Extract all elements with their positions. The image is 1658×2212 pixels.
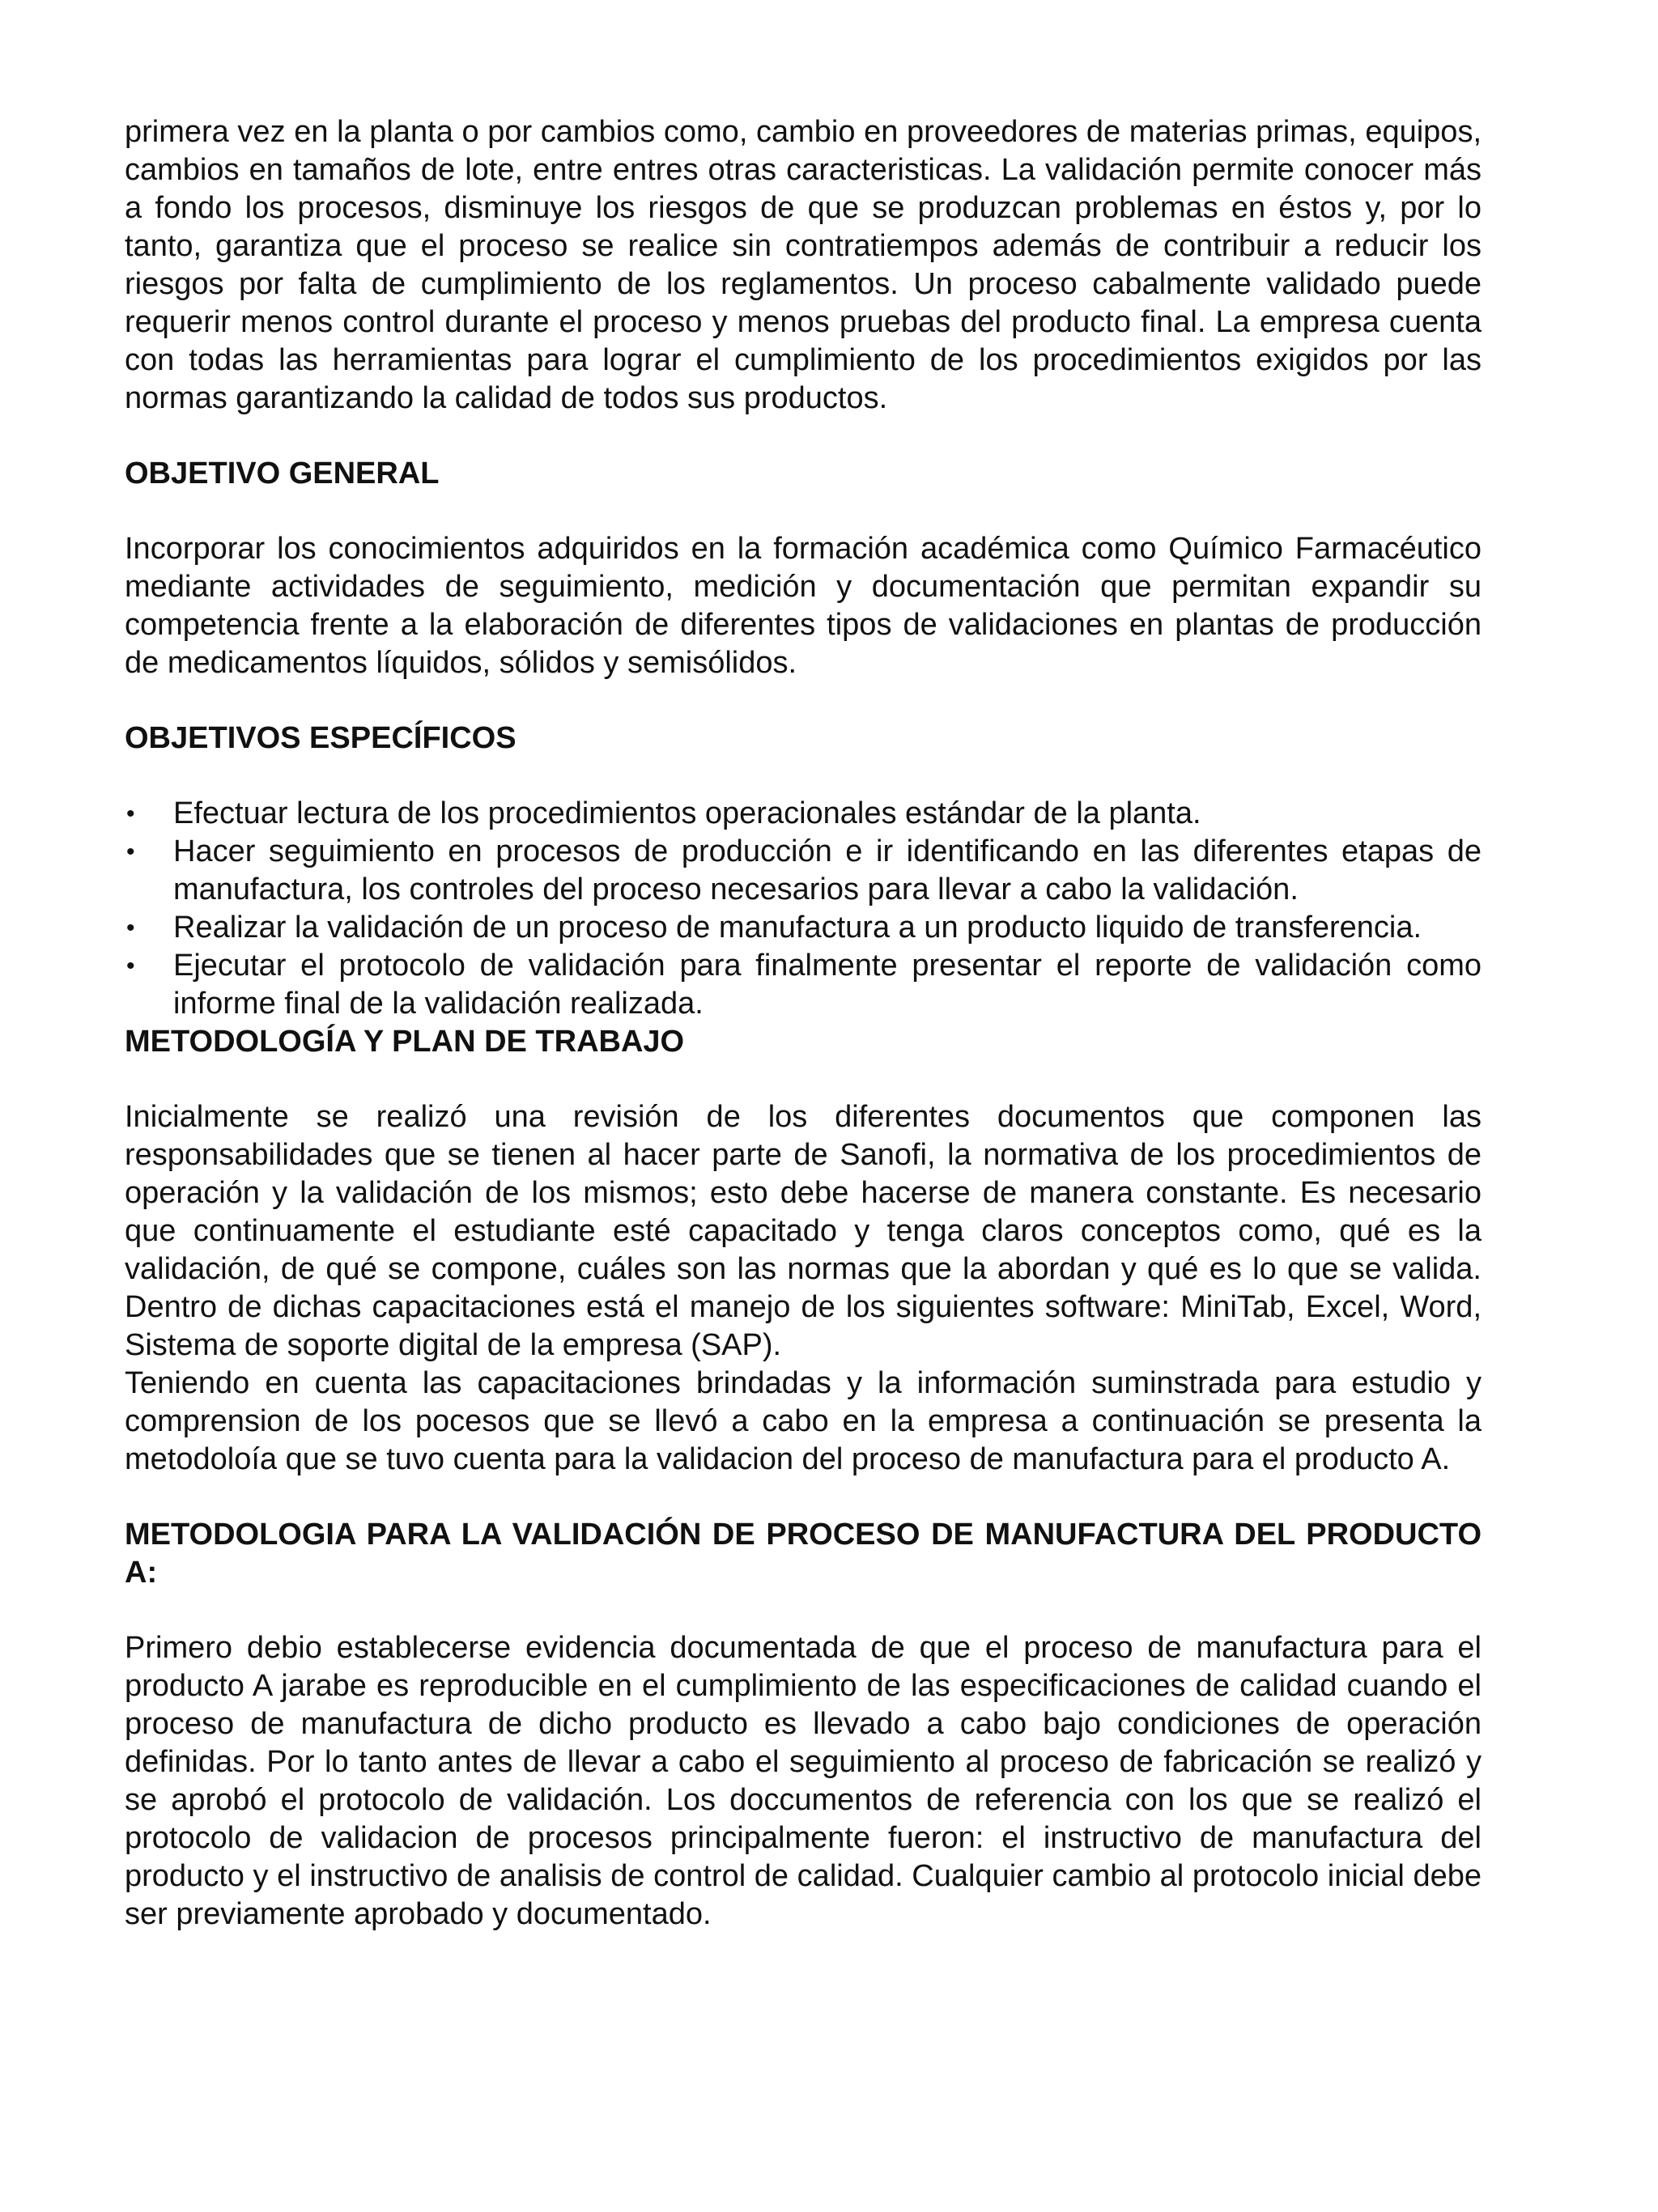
list-item	[125, 947, 1482, 1023]
metodologia-plan-paragraph-1: Inicialmente se realizó una revisión de los diferentes documentos que componen las responsabilidades que se tienen al hacer parte de Sanofi, la normativa de los procedimientos de operación y la validación de los mismos; esto debe hacerse de manera constante. Es necesario que continuamente el estudiante esté capacitado y tenga claros conceptos como, qué es la validación, de qué se compone, cuáles son las normas que la abordan y qué es lo que se valida. Dentro de dichas capacitaciones está el manejo de los siguientes software: MiniTab, Excel, Word, Sistema de soporte digital de la empresa (SAP).	[125, 1100, 1482, 1362]
intro-paragraph: primera vez en la planta o por cambios como, cambio en proveedores de materias primas, equipos, cambios en tamaños de lote, entre entres otras caracteristicas. La validación permite conocer más a fondo los procesos, disminuye los riesgos de que se produzcan problemas en éstos y, por lo tanto, garantiza que el proceso se realice sin contratiempos además de contribuir a reducir los riesgos por falta de cumplimiento de los reglamentos. Un proceso cabalmente validado puede requerir menos control durante el proceso y menos pruebas del producto final. La empresa cuenta con todas las herramientas para lograr el cumplimiento de los procedimientos exigidos por las normas garantizando la calidad de todos sus productos.	[125, 115, 1482, 415]
list-item-text: Efectuar lectura de los procedimientos operacionales estándar de la planta.	[173, 796, 1201, 830]
document-page	[125, 113, 1482, 1934]
bullet-icon: •	[126, 839, 135, 865]
objetivo-general-paragraph: Incorporar los conocimientos adquiridos en la formación académica como Químico Farmacéutico mediante actividades de seguimiento, medición y documentación que permitan expandir su competencia frente a la elaboración de diferentes tipos de validaciones en plantas de producción de medicamentos líquidos, sólidos y semisólidos.	[125, 532, 1482, 680]
bullet-icon: •	[126, 953, 135, 979]
heading-objetivos-especificos: OBJETIVOS ESPECÍFICOS	[125, 721, 517, 755]
list-item	[125, 909, 1482, 947]
list-item	[125, 795, 1482, 833]
list-item-text: Ejecutar el protocolo de validación para finalmente presentar el reporte de validación como informe final de la validación realizada.	[173, 949, 1482, 1021]
bullet-icon: •	[126, 915, 135, 941]
list-item-text: Hacer seguimiento en procesos de producción e ir identificando en las diferentes etapas de manufactura, los controles del proceso necesarios para llevar a cabo la validación.	[173, 834, 1482, 906]
heading-metodologia-validacion: METODOLOGIA PARA LA VALIDACIÓN DE PROCESO DE MANUFACTURA DEL PRODUCTO A:	[125, 1518, 1482, 1590]
objetivos-especificos-list	[125, 795, 1482, 1023]
metodologia-plan-paragraph-2: Teniendo en cuenta las capacitaciones brindadas y la información suminstrada para estudio y comprension de los pocesos que se llevó a cabo en la empresa a continuación se presenta la metodoloía que se tuvo cuenta para la validacion del proceso de manufactura para el producto A.	[125, 1366, 1482, 1476]
heading-objetivo-general: OBJETIVO GENERAL	[125, 456, 440, 490]
list-item-text: Realizar la validación de un proceso de manufactura a un producto liquido de transferencia.	[173, 911, 1422, 945]
heading-metodologia-plan: METODOLOGÍA Y PLAN DE TRABAJO	[125, 1025, 685, 1059]
metodologia-validacion-paragraph: Primero debio establecerse evidencia documentada de que el proceso de manufactura para el producto A jarabe es reproducible en el cumplimiento de las especificaciones de calidad cuando el proceso de manufactura de dicho producto es llevado a cabo bajo condiciones de operación definidas. Por lo tanto antes de llevar a cabo el seguimiento al proceso de fabricación se realizó y se aprobó el protocolo de validación. Los doccumentos de referencia con los que se realizó el protocolo de validacion de procesos principalmente fueron: el instructivo de manufactura del producto y el instructivo de analisis de control de calidad. Cualquier cambio al protocolo inicial debe ser previamente aprobado y documentado.	[125, 1631, 1482, 1931]
bullet-icon: •	[126, 800, 135, 827]
list-item	[125, 833, 1482, 909]
